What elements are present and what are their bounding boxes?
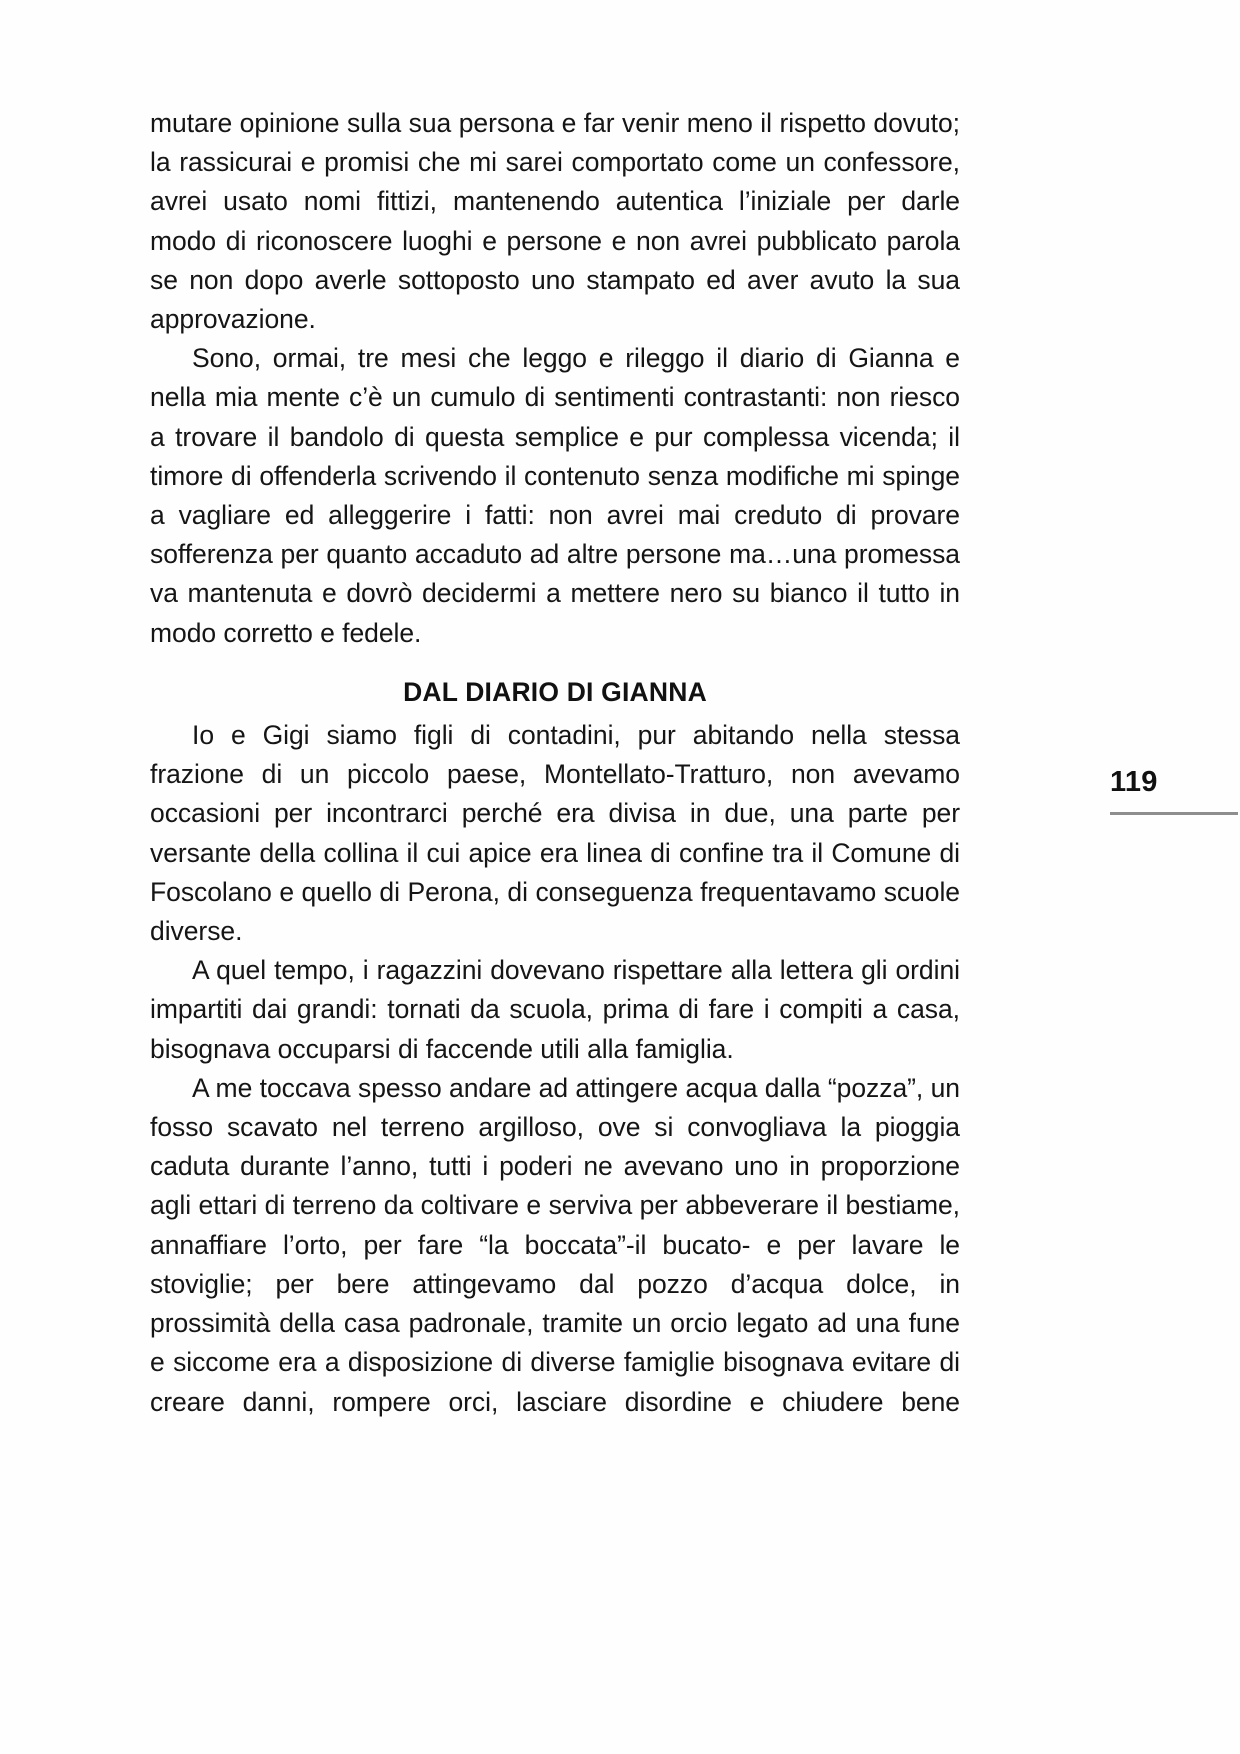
paragraph-a-quel-tempo: A quel tempo, i ragazzini dovevano rispettare alla lettera gli ordini impartiti dai grandi: tornati da scuola, prima di fare i compiti a casa, bisognava occuparsi di faccende utili alla famiglia. bbox=[150, 955, 960, 1064]
paragraph-a-me-toccava: A me toccava spesso andare ad attingere acqua dalla “pozza”, un fosso scavato nel terreno argilloso, ove si convogliava la pioggia caduta durante l’anno, tutti i poderi ne avevano uno in proporzione agli ettari di terreno da coltivare e serviva per abbeverare il bestiame, annaffiare l’orto, per fare “la boccata”-il bucato- e per lavare le stoviglie; per bere attingevamo dal pozzo d’acqua dolce, in prossimità della casa padronale, tramite un orcio legato ad una fune e siccome era a disposizione di diverse famiglie bisognava evitare di creare danni, rompere orci, lasciare disordine e chiudere bene bbox=[150, 1072, 960, 1417]
section-heading-dal-diario-di-gianna: DAL DIARIO DI GIANNA bbox=[403, 676, 707, 707]
paragraph-sono-ormai: Sono, ormai, tre mesi che leggo e rileggo il diario di Gianna e nella mia mente c’è un cumulo di sentimenti contrastanti: non riesco a trovare il bandolo di questa semplice e pur complessa vicenda; il timore di offenderla scrivendo il contenuto senza modifiche mi spinge a vagliare ed alleggerire i fatti: non avrei mai creduto di provare sofferenza per quanto accaduto ad altre persone ma…una promessa va mantenuta e dovrò decidermi a mettere nero su bianco il tutto in modo corretto e fedele. bbox=[150, 343, 960, 648]
text-column bbox=[150, 104, 960, 1461]
paragraph-io-e-gigi: Io e Gigi siamo figli di contadini, pur abitando nella stessa frazione di un piccolo paese, Montellato-Tratturo, non avevamo occasioni per incontrarci perché era divisa in due, una parte per versante della collina il cui apice era linea di confine tra il Comune di Foscolano e quello di Perona, di conseguenza frequentavamo scuole diverse. bbox=[150, 720, 960, 947]
paragraph-continuation: mutare opinione sulla sua persona e far venir meno il rispetto dovuto; la rassicurai e promisi che mi sarei comportato come un confessore, avrei usato nomi fittizi, mantenendo autentica l’iniziale per darle modo di riconoscere luoghi e persone e non avrei pubblicato parola se non dopo averle sottoposto uno stampato ed aver avuto la sua approvazione. bbox=[150, 108, 960, 335]
folio-block bbox=[1110, 765, 1240, 815]
page-number: 119 bbox=[1110, 766, 1158, 798]
folio-rule bbox=[1110, 812, 1238, 815]
